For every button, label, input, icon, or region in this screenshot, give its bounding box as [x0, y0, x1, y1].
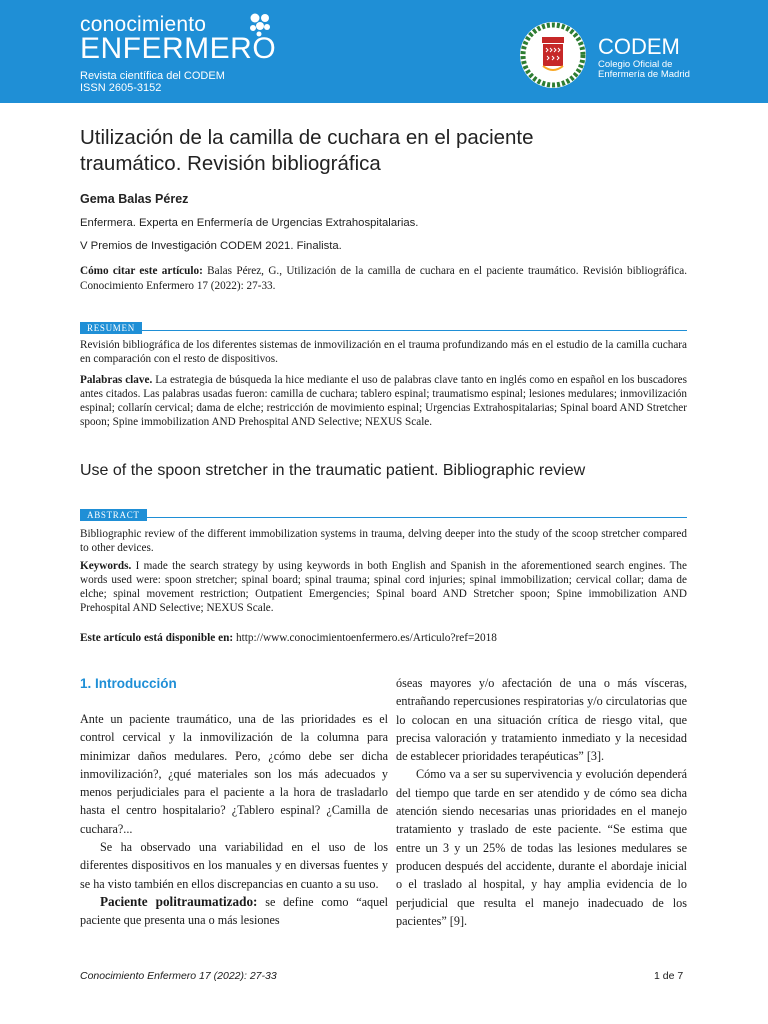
- body-paragraph: Se ha observado una variabilidad en el uso de los diferentes dispositivos en los manuales y en diversas fuentes y se ha visto también en ellos discrepancias en cuanto a su uso.: [80, 840, 388, 891]
- citation-text: Balas Pérez, G., Utilización de la camilla de cuchara en el paciente traumático. Revisión bibliográfica. Conocimiento Enfermero 17 (2022): 27-33.: [80, 265, 687, 292]
- section-heading-introduccion: 1. Introducción: [80, 676, 177, 691]
- body-paragraph: óseas mayores y/o afectación de una o más vísceras, entrañando repercusiones respiratorias y/o circulatorias que lo colocan en una situación crítica de riesgo vital, que precisa valoración y tratamiento inmediato y la necesidad de establecer prioridades terapéuticas” [3].: [396, 676, 687, 764]
- citation-label: Cómo citar este artículo:: [80, 265, 203, 277]
- resumen-text: Revisión bibliográfica de los diferentes sistemas de inmovilización en el trauma profundizando más en el estudio de la camilla cuchara en comparación con el resto de dispositivos.: [80, 339, 687, 365]
- journal-subtitle: Revista científica del CODEM: [80, 70, 225, 82]
- resumen-tag: RESUMEN: [80, 322, 142, 334]
- footer-journal-citation: Conocimiento Enfermero 17 (2022): 27-33: [80, 970, 277, 982]
- definition-label: Paciente politraumatizado:: [100, 893, 258, 909]
- award-note: V Premios de Investigación CODEM 2021. Finalista.: [80, 240, 342, 252]
- resumen-keywords-label: Palabras clave.: [80, 374, 153, 386]
- article-title-line-2: traumático. Revisión bibliográfica: [80, 152, 381, 175]
- org-subtitle-1: Colegio Oficial de: [598, 59, 673, 70]
- abstract-section-divider: [80, 505, 687, 518]
- resumen-keywords-text: La estrategia de búsqueda la hice mediante el uso de palabras clave tanto en inglés como en español en los buscadores antes citados. Las palabras usadas fueron: camilla de cuchara; tablero espinal; traumatismo espinal; lesiones medulares; inmovilización espinal; collarín cervical; dama de elche; restricción de movimiento espinal; Urgencias Extrahospitalarias; Spinal board AND Stretcher spoon; Spine immobilization AND Prehospital AND Selective; NEXUS Scale.: [80, 374, 687, 428]
- abstract-tag: ABSTRACT: [80, 509, 147, 521]
- article-title-line-1: Utilización de la camilla de cuchara en el paciente: [80, 126, 534, 149]
- english-title: Use of the spoon stretcher in the traumatic patient. Bibliographic review: [80, 462, 586, 479]
- journal-issn: ISSN 2605-3152: [80, 82, 162, 94]
- abstract-keywords: [80, 559, 687, 615]
- availability-url[interactable]: http://www.conocimientoenfermero.es/Articulo?ref=2018: [233, 632, 497, 644]
- abstract-keywords-text: I made the search strategy by using keywords in both English and Spanish in the aforementioned search engines. The words used were: spoon stretcher; spinal board; spinal trauma; spinal cord injuries; spinal immobilization; cervical collar; dama de elche; spinal movement restriction; Outpatient Emergencies; Spinal board AND Stretcher spoon; Spine immobilization AND Prehospital AND Selective; NEXUS Scale.: [80, 560, 687, 614]
- journal-brand-main: ENFERMERO: [80, 32, 277, 65]
- body-left-column: [80, 710, 388, 930]
- author-name: Gema Balas Pérez: [80, 192, 189, 206]
- journal-header: [0, 0, 768, 103]
- org-subtitle-2: Enfermería de Madrid: [598, 69, 690, 80]
- abstract-keywords-label: Keywords.: [80, 560, 132, 572]
- abstract-text: Bibliographic review of the different immobilization systems in trauma, delving deeper into the study of the scoop stretcher compared to other devices.: [80, 528, 687, 554]
- body-right-column: [396, 674, 687, 930]
- resumen-section-divider: [80, 318, 687, 331]
- article-title: [80, 125, 690, 177]
- definition-text: se define como “aquel paciente que presenta una o más lesiones: [80, 894, 388, 928]
- page-number: 1 de 7: [654, 970, 684, 982]
- citation: [80, 264, 687, 294]
- body-paragraph: [80, 893, 388, 930]
- body-paragraph: Cómo va a ser su supervivencia y evolución dependerá del tiempo que tarde en ser atendido y de cómo sea dicha atención siendo necesarias unas prioridades en el manejo tratamiento y traslado de este paciente. “Se estima que entre un 3 y un 25% de todas las lesiones medulares se producen después del accidente, durante el abordaje inicial o el traslado al hospital, y hay amplia evidencia de lo perjudicial que resulta el manejo inadecuado de los pacientes” [9].: [396, 767, 687, 928]
- journal-brand-top: conocimiento: [80, 13, 207, 36]
- resumen-keywords: [80, 373, 687, 429]
- org-name: CODEM: [598, 34, 680, 59]
- availability-line: [80, 632, 687, 644]
- availability-label: Este artículo está disponible en:: [80, 632, 234, 644]
- codem-seal-icon: [516, 20, 590, 90]
- body-paragraph: Ante un paciente traumático, una de las prioridades es el control cervical y la inmovilización de la columna para minimizar daños medulares. Pero, ¿cómo debe ser dicha inmovilización?, ¿qué materiales son los más adecuados y menos perjudiciales para el paciente a la hora de trasladarlo hasta el centro hospitalario? ¿Tablero espinal? ¿Camilla de cuchara?...: [80, 712, 388, 836]
- author-affiliation: Enfermera. Experta en Enfermería de Urgencias Extrahospitalarias.: [80, 217, 419, 229]
